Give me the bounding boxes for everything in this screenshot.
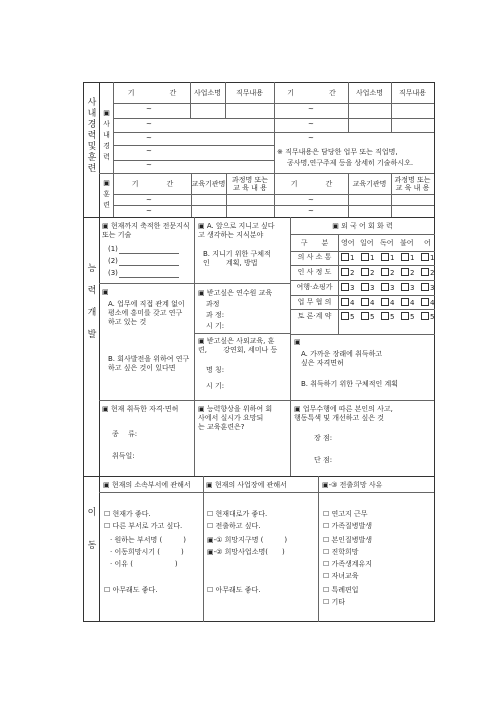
checkbox-icon	[421, 253, 429, 261]
transfer-option[interactable]: ▣-② 희망사업소명( )	[207, 548, 285, 556]
career-note: 공사명,연구주제 등을 상세히 기술하시오.	[287, 159, 414, 167]
transfer-option[interactable]: · 이동희망시기 ( )	[110, 548, 184, 556]
checkbox-icon	[341, 298, 349, 306]
career-header-period-right: 기 간	[287, 89, 336, 97]
training-header-org-right: 교육기관명	[352, 180, 387, 188]
checkbox-icon	[421, 268, 429, 276]
checkbox-icon	[341, 312, 349, 320]
internal-training-period: 시 기:	[206, 322, 225, 330]
foreign-level-checkbox[interactable]	[421, 283, 434, 293]
behavior-title: ▣ 업무수행에 따른 본인의 사고, 행동특색 및 개선하고 싶은 것	[294, 405, 393, 422]
foreign-header-lang: 불어	[400, 239, 414, 247]
foreign-level-value: 1	[350, 254, 355, 262]
foreign-level-value: 2	[410, 269, 415, 277]
checkbox-icon	[361, 298, 369, 306]
license-plan-a: A. 가까운 장래에 취득하고 싶은 자격면허	[301, 350, 383, 367]
foreign-level-checkbox[interactable]	[341, 283, 354, 293]
training-tilde: ~	[308, 196, 314, 204]
checkbox-icon	[421, 298, 429, 306]
checkbox-icon	[361, 283, 369, 291]
foreign-level-checkbox[interactable]	[401, 268, 414, 278]
foreign-level-checkbox[interactable]	[341, 298, 354, 308]
foreign-header-lang: 어	[424, 239, 431, 247]
foreign-level-value: 4	[390, 299, 395, 307]
license-current-title: ▣ 현재 취득한 자격·면허	[102, 405, 179, 413]
foreign-header-category: 구 분	[300, 239, 329, 247]
interest-a: A. 업무에 직접 관계 없이 평소에 흥미를 갖고 연구 하고 있는 것	[108, 300, 185, 326]
career-tilde: ~	[146, 134, 152, 142]
career-header-duty-right: 직무내용	[398, 89, 427, 97]
current-department-title: ▣ 현재의 소속부서에 관해서	[103, 481, 191, 489]
foreign-row-label: 업 무 협 의	[297, 298, 332, 306]
transfer-option[interactable]: ☐ 전출하고 싶다.	[207, 522, 261, 530]
foreign-level-value: 4	[370, 299, 375, 307]
foreign-level-checkbox[interactable]	[381, 312, 394, 322]
checkbox-icon	[381, 283, 389, 291]
foreign-level-value: 2	[370, 269, 375, 277]
foreign-row-label: 토 론·계 약	[297, 312, 332, 320]
foreign-level-checkbox[interactable]	[341, 268, 354, 278]
foreign-level-checkbox[interactable]	[361, 268, 374, 278]
career-tilde: ~	[308, 105, 314, 113]
foreign-level-value: 5	[350, 313, 355, 321]
internal-training-course: 과 정:	[206, 311, 225, 319]
checkbox-icon	[361, 312, 369, 320]
foreign-language-title: ▣ 외 국 어 회 화 력	[332, 222, 393, 230]
strength-label: 장 점:	[314, 434, 333, 442]
foreign-level-value: 3	[350, 284, 355, 292]
foreign-row-label: 여행·쇼핑가	[296, 283, 333, 291]
training-header-course-right: 과정명 또는 교 육 내 용	[394, 176, 431, 192]
foreign-level-checkbox[interactable]	[401, 298, 414, 308]
foreign-level-value: 2	[390, 269, 395, 277]
foreign-row-label: 의 사 소 통	[297, 253, 332, 261]
training-header-period-left: 기 간	[131, 180, 174, 188]
foreign-level-checkbox[interactable]	[361, 298, 374, 308]
internal-training-line: 과정	[206, 300, 220, 308]
foreign-level-checkbox[interactable]	[401, 312, 414, 322]
checkbox-icon	[401, 253, 409, 261]
foreign-level-checkbox[interactable]	[421, 312, 434, 322]
checkbox-icon	[341, 268, 349, 276]
license-date: 취득일:	[112, 452, 135, 460]
career-tilde: ~	[146, 105, 152, 113]
foreign-level-checkbox[interactable]	[381, 268, 394, 278]
weakness-label: 단 점:	[314, 456, 333, 464]
foreign-header-lang: 일어	[360, 239, 374, 247]
transfer-option[interactable]: ☐ 가족질병발생	[323, 522, 373, 530]
transfer-option[interactable]: ☐ 본인질병발생	[323, 536, 373, 544]
interest-b: B. 회사발전을 위하여 연구 하고 싶은 것이 있다면	[108, 355, 190, 372]
transfer-option[interactable]: ☐ 기타	[323, 598, 346, 606]
transfer-option[interactable]: ☐ 현재가 좋다.	[104, 510, 151, 518]
foreign-level-checkbox[interactable]	[421, 253, 434, 263]
foreign-level-checkbox[interactable]	[361, 253, 374, 263]
career-tilde: ~	[146, 147, 152, 155]
foreign-level-value: 1	[410, 254, 415, 262]
checkbox-icon	[401, 312, 409, 320]
foreign-level-value: 4	[410, 299, 415, 307]
career-header-office-left: 사업소명	[193, 89, 222, 97]
career-header-duty-left: 직무내용	[235, 89, 264, 97]
foreign-level-checkbox[interactable]	[381, 283, 394, 293]
checkbox-icon	[361, 253, 369, 261]
checkbox-icon	[341, 253, 349, 261]
foreign-level-value: 5	[410, 313, 415, 321]
transfer-option[interactable]: ☐ 아무래도 좋다.	[104, 586, 158, 594]
interest-mark: ▣	[102, 288, 109, 296]
sub-label-career: ▣ 사 내 경 력	[103, 109, 110, 161]
checkbox-icon	[401, 283, 409, 291]
foreign-level-value: 4	[430, 299, 435, 307]
transfer-option[interactable]: ☐ 아무래도 좋다.	[207, 586, 261, 594]
license-plan-b: B. 취득하기 위한 구체적인 계획	[301, 380, 399, 388]
career-tilde: ~	[308, 120, 314, 128]
career-header-period-left: 기 간	[127, 89, 177, 97]
future-knowledge-b: B. 지니기 위한 구체적 인 계획, 방법	[203, 250, 271, 267]
foreign-level-value: 5	[390, 313, 395, 321]
career-tilde: ~	[308, 134, 314, 142]
foreign-level-value: 1	[370, 254, 375, 262]
transfer-option[interactable]: ☐ 다른 부서로 가고 싶다.	[104, 522, 183, 530]
foreign-level-checkbox[interactable]	[421, 298, 434, 308]
training-header-period-right: 기 간	[290, 180, 333, 188]
transfer-option[interactable]: ☐ 특례편입	[323, 586, 359, 594]
checkbox-icon	[381, 312, 389, 320]
foreign-level-checkbox[interactable]	[401, 283, 414, 293]
foreign-header-lang: 영어	[341, 239, 355, 247]
checkbox-icon	[341, 283, 349, 291]
license-plan-mark: ▣	[294, 338, 301, 346]
expertise-item-2: (2)	[108, 257, 118, 265]
foreign-level-checkbox[interactable]	[341, 253, 354, 263]
transfer-option[interactable]: · 이유 ( )	[110, 560, 178, 568]
section-label-ability: 능 력 개 발	[87, 264, 97, 340]
training-tilde: ~	[146, 207, 152, 215]
checkbox-icon	[421, 312, 429, 320]
foreign-level-value: 3	[370, 284, 375, 292]
foreign-level-value: 1	[430, 254, 435, 262]
career-header-office-right: 사업소명	[355, 89, 384, 97]
training-tilde: ~	[146, 196, 152, 204]
foreign-level-checkbox[interactable]	[341, 312, 354, 322]
transfer-option[interactable]: ☐ 가족생계유지	[323, 560, 373, 568]
training-header-course-left: 과정명 또는 교 육 내 용	[231, 176, 269, 192]
foreign-level-checkbox[interactable]	[381, 253, 394, 263]
transfer-option[interactable]: ☐ 진학희망	[323, 548, 359, 556]
transfer-option[interactable]: ☐ 자녀교육	[323, 572, 359, 580]
foreign-level-checkbox[interactable]	[421, 268, 434, 278]
desired-training-title: ▣ 능력향상을 위하여 회 사에서 실시가 요망되 는 교육훈련은?	[198, 405, 273, 431]
expertise-item-1: (1)	[108, 245, 118, 253]
expertise-title: ▣ 현재까지 축적한 전문지식 또는 기술	[102, 222, 190, 239]
foreign-level-value: 4	[350, 299, 355, 307]
current-workplace-title: ▣ 현재의 사업장에 관해서	[206, 481, 287, 489]
checkbox-icon	[401, 298, 409, 306]
foreign-level-value: 3	[430, 284, 435, 292]
transfer-option[interactable]: ▣-① 희망지구명 ( )	[207, 536, 288, 544]
checkbox-icon	[401, 268, 409, 276]
external-training-period: 시 기:	[206, 382, 225, 390]
section-label-career: 사 내 경 력 및 훈 련	[87, 98, 97, 174]
transfer-reason-title: ▣-③ 전출희망 사유	[322, 481, 383, 489]
foreign-level-value: 2	[430, 269, 435, 277]
transfer-option[interactable]: ☐ 연고지 근무	[323, 510, 368, 518]
checkbox-icon	[381, 268, 389, 276]
expertise-item-3: (3)	[108, 269, 118, 277]
training-tilde: ~	[308, 207, 314, 215]
foreign-row-label: 인 사 정 도	[297, 268, 332, 276]
foreign-level-value: 5	[370, 313, 375, 321]
foreign-level-value: 5	[430, 313, 435, 321]
foreign-level-checkbox[interactable]	[401, 253, 414, 263]
career-tilde: ~	[146, 120, 152, 128]
foreign-header-lang: 독어	[380, 239, 394, 247]
career-tilde: ~	[146, 161, 152, 169]
external-training-title: ▣ 받고싶은 사외교육, 훈 련, 강연회, 세미나 등	[198, 337, 278, 354]
foreign-level-value: 3	[390, 284, 395, 292]
foreign-level-checkbox[interactable]	[361, 312, 374, 322]
foreign-level-checkbox[interactable]	[381, 298, 394, 308]
career-note: ※ 직무내용은 담당한 업무 또는 직업명,	[277, 148, 398, 156]
foreign-level-value: 1	[390, 254, 395, 262]
training-header-org-left: 교육기관명	[191, 180, 226, 188]
checkbox-icon	[381, 253, 389, 261]
license-type: 종 류:	[112, 430, 138, 438]
future-knowledge-a: ▣ A. 앞으로 지니고 싶다 고 생각하는 지식분야	[198, 222, 275, 239]
internal-training-title: ▣ 받고싶은 연수원 교육	[198, 289, 273, 297]
checkbox-icon	[361, 268, 369, 276]
foreign-level-value: 3	[410, 284, 415, 292]
checkbox-icon	[421, 283, 429, 291]
foreign-level-checkbox[interactable]	[361, 283, 374, 293]
checkbox-icon	[381, 298, 389, 306]
section-label-transfer: 이 동	[87, 508, 97, 551]
external-training-name: 명 칭:	[206, 366, 225, 374]
foreign-level-value: 2	[350, 269, 355, 277]
transfer-option[interactable]: ☐ 현재대로가 좋다.	[207, 510, 268, 518]
transfer-option[interactable]: · 원하는 부서명 ( )	[110, 536, 186, 544]
sub-label-training: ▣ 훈 련	[103, 179, 110, 209]
